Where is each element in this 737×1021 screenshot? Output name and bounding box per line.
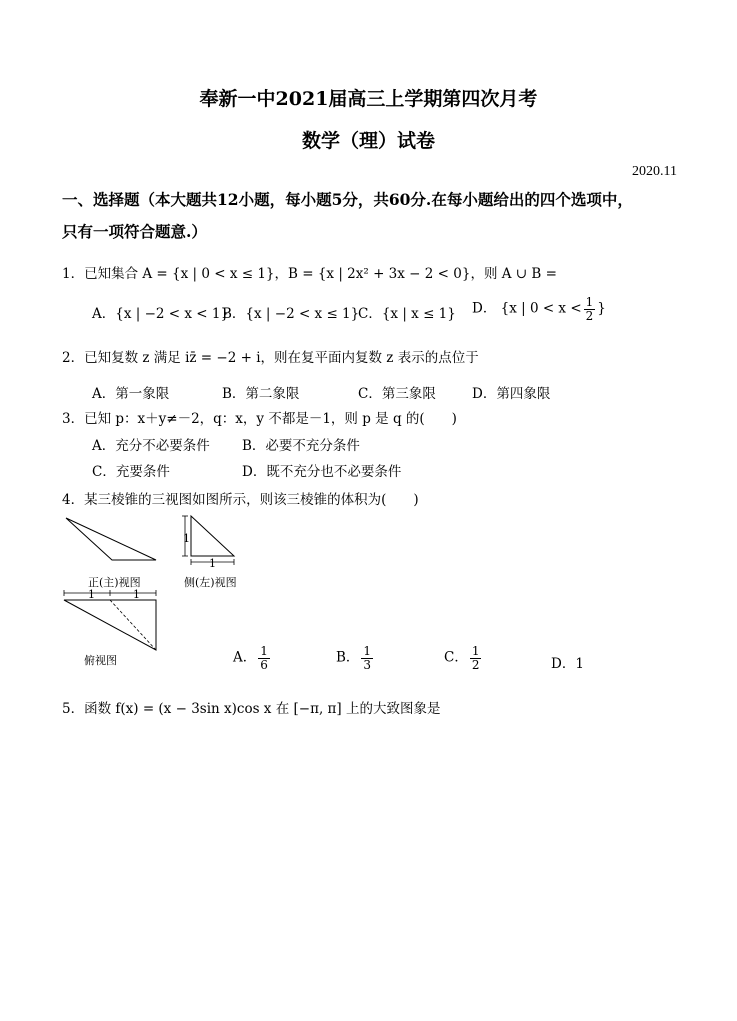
question-3-option-c: C．充要条件 bbox=[92, 464, 170, 480]
section1-heading-line2: 只有一项符合题意.） bbox=[62, 222, 207, 241]
top-view-width-label-right: 1 bbox=[133, 588, 140, 601]
top-view-hidden-edge bbox=[110, 600, 156, 650]
question-2-text: 2．已知复数 z 满足 iz̄ = −2 + i，则在复平面内复数 z 表示的点位于 bbox=[62, 350, 479, 366]
question-3-text: 3．已知 p：x＋y≠－2，q：x，y 不都是－1，则 p 是 q 的( ) bbox=[62, 411, 457, 427]
question-4-option-b: B． $\frac{1}{3}$ bbox=[336, 644, 372, 672]
question-1-option-a: A．{x | −2 < x < 1} bbox=[92, 306, 230, 322]
question-4-text: 4．某三棱锥的三视图如图所示，则该三棱锥的体积为( ) bbox=[62, 492, 419, 508]
question-2-option-d: D．第四象限 bbox=[472, 386, 551, 402]
question-2-option-a: A．第一象限 bbox=[92, 386, 170, 402]
exam-title: 奉新一中2021届高三上学期第四次月考 bbox=[199, 88, 538, 110]
question-2-option-c: C．第三象限 bbox=[358, 386, 436, 402]
side-view-height-label: 1 bbox=[183, 532, 190, 545]
side-view-shape bbox=[191, 516, 234, 556]
section1-heading-line1: 一、选择题（本大题共12小题，每小题5分，共60分.在每小题给出的四个选项中， bbox=[62, 190, 633, 209]
question-4-option-a: A． $\frac{1}{6}$ bbox=[233, 644, 268, 672]
question-2-option-b: B．第二象限 bbox=[222, 386, 300, 402]
question-1-option-d-prefix: D． {x | 0 < x < bbox=[472, 300, 582, 317]
question-1-option-c: C．{x | x ≤ 1} bbox=[358, 306, 456, 322]
question-1-text: 1．已知集合 A = {x | 0 < x ≤ 1}，B = {x | 2x² + 3x − 2 < 0}，则 A ∪ B = bbox=[62, 266, 557, 282]
side-view-width-label: 1 bbox=[209, 557, 216, 570]
exam-date: 2020.11 bbox=[632, 164, 677, 179]
front-view-label: 正(主)视图 bbox=[88, 576, 141, 589]
question-1-option-b: B．{x | −2 < x ≤ 1} bbox=[222, 306, 360, 322]
question-5-text: 5．函数 f(x) = (x − 3sin x)cos x 在 [−π, π] 上的大致图象是 bbox=[62, 701, 441, 717]
question-4-option-d: D．1 bbox=[551, 656, 584, 672]
question-3-option-b: B．必要不充分条件 bbox=[242, 438, 360, 454]
side-view-label: 侧(左)视图 bbox=[184, 576, 237, 589]
front-view-shape bbox=[66, 518, 156, 560]
top-view-width-label-left: 1 bbox=[88, 588, 95, 601]
question-1-option-d-fraction: $\frac{1}{2}$ bbox=[585, 295, 594, 323]
top-view-label: 俯视图 bbox=[84, 654, 117, 667]
top-view-shape bbox=[64, 600, 156, 650]
question-3-option-a: A．充分不必要条件 bbox=[92, 438, 210, 454]
question-1-option-d-suffix: } bbox=[597, 300, 606, 317]
question-4-option-c: C． $\frac{1}{2}$ bbox=[444, 644, 480, 672]
exam-subtitle: 数学（理）试卷 bbox=[301, 130, 435, 152]
question-3-option-d: D．既不充分也不必要条件 bbox=[242, 464, 402, 480]
question-1-option-d bbox=[472, 296, 606, 322]
